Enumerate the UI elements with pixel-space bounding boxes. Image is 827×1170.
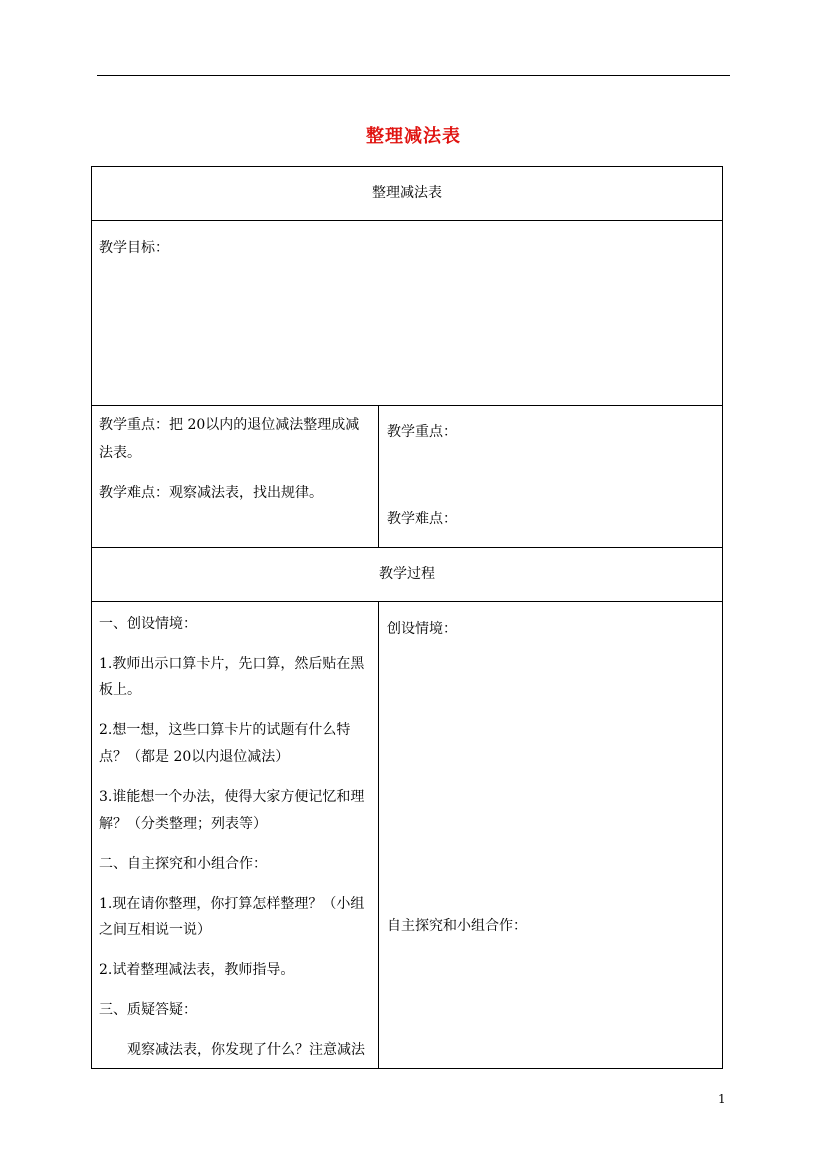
page-number: 1 (718, 1092, 726, 1106)
process-line: 板上。 (99, 682, 141, 698)
document-title: 整理减法表 (366, 126, 461, 147)
process-line: 一、创设情境： (99, 616, 197, 632)
table-header: 整理减法表 (372, 185, 442, 201)
header-rule (97, 75, 730, 76)
process-note: 创设情境： (387, 621, 457, 637)
process-line: 2.试着整理减法表，教师指导。 (99, 962, 295, 978)
key-point-line: 法表。 (99, 445, 141, 461)
process-line: 观察减法表，你发现了什么？注意减法 (127, 1042, 365, 1058)
column-divider (378, 601, 379, 1069)
column-divider (378, 405, 379, 547)
process-note: 自主探究和小组合作： (387, 918, 527, 934)
difficulty-label: 教学难点： (387, 511, 457, 527)
table-rule (91, 601, 723, 602)
table-rule (91, 547, 723, 548)
process-line: 3.谁能想一个办法，使得大家方便记忆和理 (99, 789, 365, 805)
process-line: 1.教师出示口算卡片，先口算，然后贴在黑 (99, 656, 365, 672)
key-point-line: 教学重点：把 20以内的退位减法整理成减 (99, 417, 360, 433)
process-line: 点？（都是 20以内退位减法） (99, 749, 290, 765)
table-rule (91, 220, 723, 221)
process-header: 教学过程 (379, 566, 435, 582)
table-rule (91, 405, 723, 406)
process-line: 1.现在请你整理，你打算怎样整理？（小组 (99, 896, 365, 912)
process-line: 2.想一想，这些口算卡片的试题有什么特 (99, 722, 351, 738)
process-line: 之间互相说一说） (99, 922, 211, 938)
objectives-label: 教学目标： (99, 240, 169, 256)
process-line: 三、质疑答疑： (99, 1002, 197, 1018)
process-line: 二、自主探究和小组合作： (99, 856, 267, 872)
key-point-label: 教学重点： (387, 424, 457, 440)
process-line: 解？（分类整理；列表等） (99, 816, 267, 832)
difficulty-line: 教学难点：观察减法表，找出规律。 (99, 485, 323, 501)
